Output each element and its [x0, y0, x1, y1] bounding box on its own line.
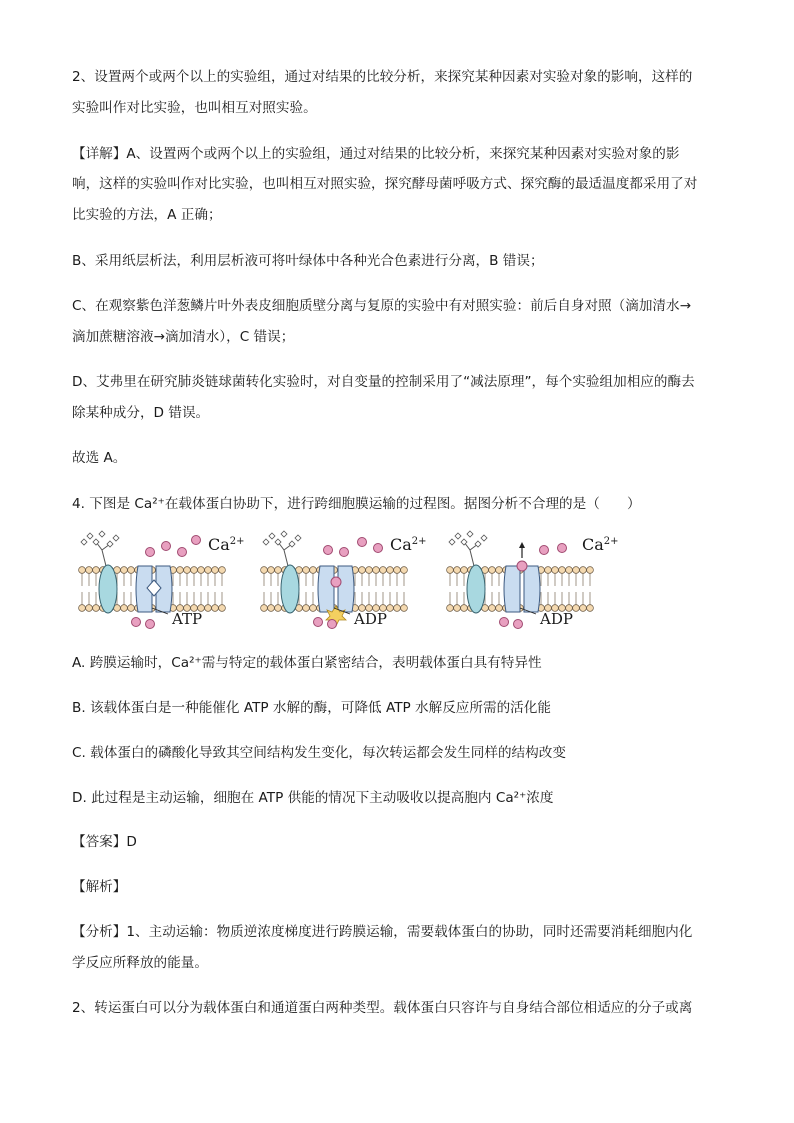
text-line: 比实验的方法，A 正确； — [72, 207, 222, 223]
lipid-head — [489, 567, 496, 574]
lipid-head — [587, 605, 594, 612]
lipid-head — [205, 567, 212, 574]
calcium-ion — [514, 620, 523, 629]
text-line: 响，这样的实验叫作对比实验，也叫相互对照实验，探究酵母菌呼吸方式、探究酶的最适温度都采用了对 — [72, 176, 698, 192]
lipid-head — [205, 605, 212, 612]
lipid-head — [373, 567, 380, 574]
lipid-head — [268, 605, 275, 612]
lipid-head — [394, 605, 401, 612]
energy-label: ATP — [172, 610, 203, 628]
text-line: B、采用纸层析法，利用层析液可将叶绿体中各种光合色素进行分离，B 错误； — [72, 253, 544, 269]
lipid-head — [275, 567, 282, 574]
text-line: 故选 A。 — [72, 450, 127, 466]
lipid-head — [86, 605, 93, 612]
text-line: 滴加蔗糖溶液→滴加清水），C 错误； — [72, 329, 295, 345]
question-stem: 4. 下图是 Ca²⁺在载体蛋白协助下，进行跨细胞膜运输的过程图。据图分析不合理的是（ ） — [72, 496, 641, 512]
lipid-head — [580, 605, 587, 612]
text-line: 2、转运蛋白可以分为载体蛋白和通道蛋白两种类型。载体蛋白只容许与自身结合部位相适应的分子或离 — [72, 1000, 693, 1016]
lipid-head — [454, 567, 461, 574]
lipid-head — [461, 567, 468, 574]
ion-released — [517, 561, 527, 571]
lipid-head — [566, 567, 573, 574]
option-a: A. 跨膜运输时，Ca²⁺需与特定的载体蛋白紧密结合，表明载体蛋白具有特异性 — [72, 655, 542, 671]
lipid-head — [394, 567, 401, 574]
lipid-head — [275, 605, 282, 612]
sugar-unit — [455, 533, 461, 539]
option-c: C. 载体蛋白的磷酸化导致其空间结构发生变化，每次转运都会发生同样的结构改变 — [72, 745, 566, 761]
lipid-head — [93, 605, 100, 612]
lipid-head — [366, 567, 373, 574]
text-line: 【分析】1、主动运输：物质逆浓度梯度进行跨膜运输，需要载体蛋白的协助，同时还需要消耗细胞内化 — [72, 924, 693, 940]
lipid-head — [212, 567, 219, 574]
release-arrowhead — [519, 542, 525, 548]
calcium-ion — [540, 546, 549, 555]
lipid-head — [387, 605, 394, 612]
lipid-head — [261, 605, 268, 612]
lipid-head — [573, 605, 580, 612]
calcium-ion — [340, 548, 349, 557]
ca-transport-diagram — [76, 528, 636, 630]
lipid-head — [496, 605, 503, 612]
calcium-ion — [146, 620, 155, 629]
lipid-head — [268, 567, 275, 574]
lipid-head — [79, 567, 86, 574]
lipid-head — [461, 605, 468, 612]
sugar-unit — [295, 535, 301, 541]
sugar-unit — [281, 531, 287, 537]
calcium-ion — [358, 538, 367, 547]
sugar-unit — [269, 533, 275, 539]
lipid-head — [496, 567, 503, 574]
glycoprotein — [281, 565, 299, 613]
text-line: 实验叫作对比实验，也叫相互对照实验。 — [72, 100, 317, 116]
text-line: 2、设置两个或两个以上的实验组，通过对结果的比较分析，来探究某种因素对实验对象的影响，这样的 — [72, 69, 693, 85]
text-line: 【详解】A、设置两个或两个以上的实验组，通过对结果的比较分析，来探究某种因素对实验对象的影 — [72, 146, 680, 162]
calcium-ion — [328, 620, 337, 629]
lipid-head — [447, 605, 454, 612]
lipid-head — [191, 567, 198, 574]
sugar-unit — [99, 531, 105, 537]
lipid-head — [93, 567, 100, 574]
lipid-head — [303, 605, 310, 612]
calcium-ion — [146, 548, 155, 557]
lipid-head — [401, 605, 408, 612]
carrier-protein-left — [504, 566, 520, 612]
calcium-ion — [162, 542, 171, 551]
lipid-head — [545, 567, 552, 574]
text-line: C、在观察紫色洋葱鳞片叶外表皮细胞质壁分离与复原的实验中有对照实验：前后自身对照（滴加清水→ — [72, 298, 692, 314]
lipid-head — [587, 567, 594, 574]
lipid-head — [559, 567, 566, 574]
ion-label: $Ca^{2+}$ — [582, 535, 619, 554]
calcium-ion — [500, 618, 509, 627]
glycan-chain — [278, 542, 292, 566]
lipid-head — [86, 567, 93, 574]
lipid-head — [128, 605, 135, 612]
lipid-head — [177, 567, 184, 574]
lipid-head — [359, 567, 366, 574]
calcium-ion — [132, 618, 141, 627]
glycoprotein — [467, 565, 485, 613]
text-line: 学反应所释放的能量。 — [72, 955, 208, 971]
lipid-head — [121, 567, 128, 574]
lipid-head — [128, 567, 135, 574]
lipid-head — [310, 567, 317, 574]
sugar-unit — [481, 535, 487, 541]
energy-label: ADP — [354, 610, 387, 628]
diagram-svg — [76, 528, 636, 630]
option-d: D. 此过程是主动运输，细胞在 ATP 供能的情况下主动吸收以提高胞内 Ca²⁺浓度 — [72, 790, 554, 806]
carrier-protein-right — [338, 566, 354, 612]
lipid-head — [219, 605, 226, 612]
sugar-unit — [449, 539, 455, 545]
calcium-ion — [374, 544, 383, 553]
lipid-head — [198, 567, 205, 574]
glycoprotein — [99, 565, 117, 613]
lipid-head — [580, 567, 587, 574]
calcium-ion — [178, 548, 187, 557]
lipid-head — [380, 567, 387, 574]
sugar-unit — [263, 539, 269, 545]
lipid-head — [401, 567, 408, 574]
calcium-ion — [558, 544, 567, 553]
lipid-head — [219, 567, 226, 574]
ion-label: $Ca^{2+}$ — [208, 535, 245, 554]
lipid-head — [387, 567, 394, 574]
lipid-head — [310, 605, 317, 612]
lipid-head — [489, 605, 496, 612]
carrier-protein-left — [318, 566, 334, 612]
option-b: B. 该载体蛋白是一种能催化 ATP 水解的酶，可降低 ATP 水解反应所需的活化能 — [72, 700, 551, 716]
lipid-head — [573, 567, 580, 574]
sugar-unit — [81, 539, 87, 545]
text-line: D、艾弗里在研究肺炎链球菌转化实验时，对自变量的控制采用了“减法原理”，每个实验组加相应的酶去 — [72, 374, 695, 390]
ion-label: $Ca^{2+}$ — [390, 535, 427, 554]
sugar-unit — [113, 535, 119, 541]
lipid-head — [184, 567, 191, 574]
lipid-head — [454, 605, 461, 612]
lipid-head — [212, 605, 219, 612]
sugar-unit — [87, 533, 93, 539]
lipid-head — [303, 567, 310, 574]
lipid-head — [261, 567, 268, 574]
text-line: 除某种成分，D 错误。 — [72, 405, 210, 421]
glycan-chain — [96, 542, 110, 566]
lipid-head — [79, 605, 86, 612]
lipid-head — [121, 605, 128, 612]
sugar-unit — [467, 531, 473, 537]
analysis-heading: 【解析】 — [72, 879, 127, 895]
ion-bound — [331, 577, 341, 587]
calcium-ion — [192, 536, 201, 545]
calcium-ion — [314, 618, 323, 627]
glycan-chain — [464, 542, 478, 566]
calcium-ion — [324, 546, 333, 555]
lipid-head — [447, 567, 454, 574]
energy-label: ADP — [540, 610, 573, 628]
lipid-head — [552, 567, 559, 574]
carrier-protein-right — [524, 566, 540, 612]
answer-label: 【答案】D — [72, 834, 137, 850]
